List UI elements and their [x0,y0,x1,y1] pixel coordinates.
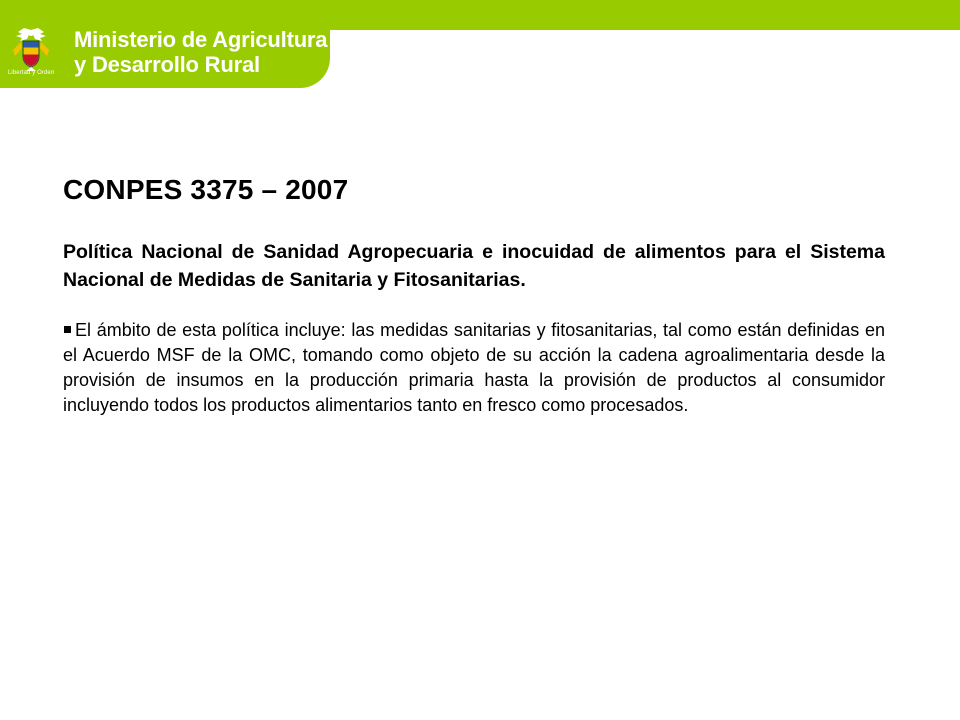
ministry-name-line2: y Desarrollo Rural [74,52,260,77]
ministry-header [0,0,330,88]
bullet-text: El ámbito de esta política incluye: las medidas sanitarias y fitosanitarias, tal como están definidas en el Acuerdo MSF de la OMC, tomando como objeto de su acción la cadena agroalimentaria desde la provisión de insumos en la producción primaria hasta la provisión de productos al consumidor incluyendo todos los productos alimentarios tanto en fresco como procesados. [63,320,885,415]
motto-text: Libertad y Orden [8,70,55,76]
slide-content [63,170,885,418]
ministry-name-line1: Ministerio de Agricultura [74,27,328,52]
slide-title: CONPES 3375 – 2007 [63,174,349,205]
policy-statement: Política Nacional de Sanidad Agropecuaria e inocuidad de alimentos para el Sistema Nacional de Medidas de Sanitaria y Fitosanitarias. [63,241,885,291]
ministry-logo-text [74,27,327,77]
colombia-coat-of-arms-icon [10,26,52,74]
square-bullet-icon [64,326,71,333]
bullet-paragraph [63,318,885,418]
